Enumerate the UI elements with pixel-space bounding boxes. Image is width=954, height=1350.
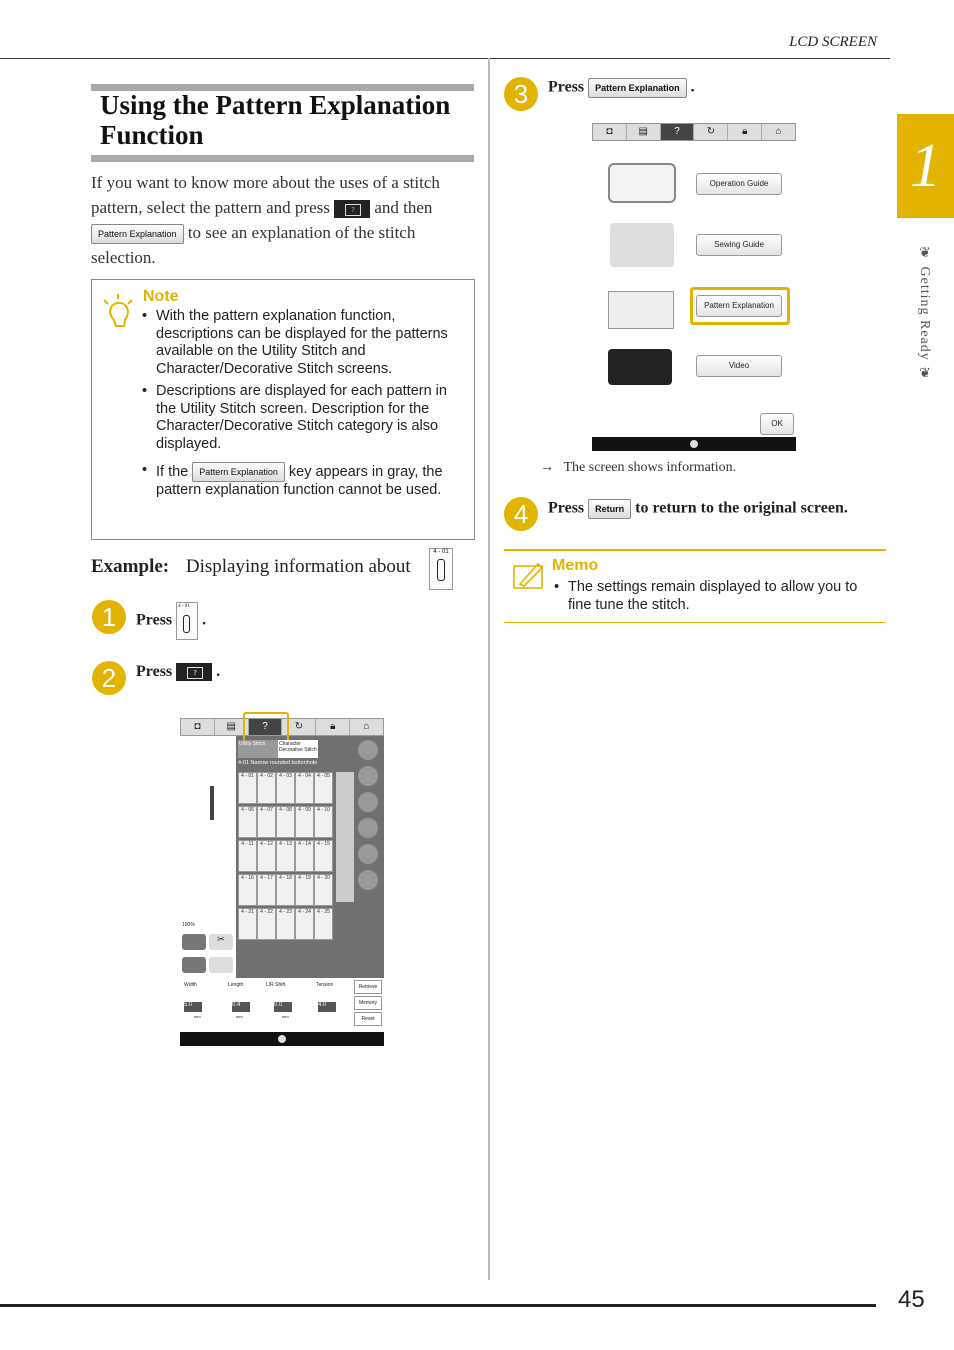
column-divider bbox=[488, 58, 490, 1280]
shirt-icon bbox=[610, 223, 674, 267]
pattern-grid bbox=[238, 772, 338, 944]
memo-bottom-rule bbox=[504, 622, 886, 623]
setting-value: 0.4 bbox=[232, 1002, 250, 1012]
buttonhole-icon bbox=[183, 615, 190, 633]
thread-button[interactable] bbox=[209, 957, 233, 973]
pattern-cell[interactable]: 4 - 23 bbox=[276, 908, 295, 940]
settings-icon[interactable]: ↻ bbox=[282, 719, 316, 735]
camera-icon[interactable]: ◘ bbox=[181, 719, 215, 735]
flourish-icon: ❦ bbox=[917, 360, 932, 383]
home-icon[interactable]: ⌂ bbox=[775, 126, 782, 137]
operation-guide-button[interactable]: Operation Guide bbox=[696, 173, 782, 195]
pattern-cell[interactable]: 4 - 10 bbox=[314, 806, 333, 838]
chapter-label: ❦ Getting Ready ❦ bbox=[917, 245, 932, 383]
top-icon-bar bbox=[592, 123, 796, 141]
help-menu-screen bbox=[592, 123, 796, 451]
help-key[interactable]: ? bbox=[334, 200, 370, 218]
pattern-cell[interactable]: 4 - 24 bbox=[295, 908, 314, 940]
pattern-cell[interactable]: 4 - 12 bbox=[257, 840, 276, 872]
help-icon[interactable]: ? bbox=[661, 124, 695, 140]
header-rule bbox=[0, 58, 890, 59]
section-header: LCD SCREEN bbox=[789, 34, 877, 50]
setting-label: Width bbox=[184, 982, 197, 988]
pattern-cell[interactable]: 4 - 06 bbox=[238, 806, 257, 838]
step-number: 2 bbox=[92, 661, 126, 695]
bottom-bar bbox=[592, 437, 796, 451]
page-title: Using the Pattern Explanation Function bbox=[100, 90, 451, 150]
step-number: 3 bbox=[504, 77, 538, 111]
example-line: Example: Displaying information about bbox=[91, 556, 411, 577]
needle-icon bbox=[210, 786, 214, 820]
pattern-cell[interactable]: 4 - 13 bbox=[276, 840, 295, 872]
lock-icon[interactable]: 🔒︎ bbox=[728, 124, 762, 140]
pattern-explanation-key[interactable]: Pattern Explanation bbox=[91, 224, 184, 244]
right-round-buttons bbox=[358, 740, 380, 930]
pattern-cell[interactable]: 4 - 17 bbox=[257, 874, 276, 906]
pencil-icon bbox=[512, 560, 546, 590]
tab-utility[interactable]: Utility Stitch bbox=[238, 740, 278, 758]
clock-icon bbox=[278, 1035, 286, 1043]
setting-value: 0.0 bbox=[274, 1002, 292, 1012]
pattern-cell[interactable]: 4 - 07 bbox=[257, 806, 276, 838]
setting-unit: mm bbox=[282, 1014, 289, 1019]
arrow-icon: → bbox=[540, 460, 554, 475]
note-bullet: • Descriptions are displayed for each pattern in the Utility Stitch screen. Description for the Character/Decorative Stitch category is also displayed. bbox=[142, 382, 447, 452]
setting-value: 5.0 bbox=[184, 1002, 202, 1012]
round-button[interactable] bbox=[358, 766, 378, 786]
step-number: 4 bbox=[504, 497, 538, 531]
page-number: 45 bbox=[898, 1286, 925, 1313]
sewing-machine-icon bbox=[608, 163, 676, 203]
memory-button[interactable]: Memory bbox=[354, 996, 382, 1010]
camera-icon[interactable]: ◘ bbox=[593, 124, 627, 140]
pattern-cell[interactable]: 4 - 19 bbox=[295, 874, 314, 906]
video-button[interactable]: Video bbox=[696, 355, 782, 377]
intro-paragraph: If you want to know more about the uses of a stitch pattern, select the pattern and press ? and then Pattern Explanation to see an explanation of the stitch selection. bbox=[91, 173, 440, 267]
round-button[interactable] bbox=[358, 740, 378, 760]
setting-unit: mm bbox=[194, 1014, 201, 1019]
pattern-cell[interactable]: 4 - 21 bbox=[238, 908, 257, 940]
help-icon[interactable]: ? bbox=[249, 719, 283, 735]
step-1-text: Press 4 - 01 . bbox=[136, 602, 206, 640]
ok-button[interactable]: OK bbox=[760, 413, 794, 435]
note-title: Note bbox=[143, 288, 179, 305]
pattern-cell[interactable]: 4 - 02 bbox=[257, 772, 276, 804]
round-button[interactable] bbox=[358, 792, 378, 812]
setting-unit: mm bbox=[236, 1014, 243, 1019]
document-icon[interactable]: ▤ bbox=[627, 124, 661, 140]
retrieve-button[interactable]: Retrieve bbox=[354, 980, 382, 994]
help-key[interactable]: ? bbox=[176, 663, 212, 681]
footer-rule bbox=[0, 1304, 876, 1307]
chapter-number: 1 bbox=[910, 132, 941, 200]
pattern-cell[interactable]: 4 - 14 bbox=[295, 840, 314, 872]
pattern-cell[interactable]: 4 - 25 bbox=[314, 908, 333, 940]
setting-label: Length bbox=[228, 982, 244, 988]
result-text: → The screen shows information. bbox=[540, 460, 737, 475]
setting-label: L/R Shift bbox=[266, 982, 286, 988]
pattern-cell[interactable]: 4 - 18 bbox=[276, 874, 295, 906]
pattern-cell[interactable]: 4 - 09 bbox=[295, 806, 314, 838]
pattern-cell[interactable]: 4 - 22 bbox=[257, 908, 276, 940]
pattern-cell[interactable]: 4 - 03 bbox=[276, 772, 295, 804]
pattern-explanation-key[interactable]: Pattern Explanation bbox=[192, 462, 285, 482]
setting-value: 4.0 bbox=[318, 1002, 336, 1012]
pattern-caption: 4-01 Narrow rounded buttonhole bbox=[238, 760, 318, 766]
setting-label: Tension bbox=[316, 982, 334, 988]
step-number: 1 bbox=[92, 600, 126, 634]
bottom-bar bbox=[180, 1032, 384, 1046]
pattern-cell[interactable]: 4 - 11 bbox=[238, 840, 257, 872]
home-icon[interactable]: ⌂ bbox=[363, 721, 370, 732]
flourish-icon: ❦ bbox=[917, 245, 932, 267]
zoom-label: 100% bbox=[182, 922, 195, 928]
chapter-tab bbox=[897, 114, 954, 218]
lightbulb-icon bbox=[102, 294, 138, 334]
category-column bbox=[336, 772, 354, 902]
reset-button[interactable]: Reset bbox=[354, 1012, 382, 1026]
document-icon[interactable]: ▤ bbox=[215, 719, 249, 735]
foot-button[interactable] bbox=[182, 934, 206, 950]
tab-character[interactable]: Character Decorative Stitch bbox=[278, 740, 318, 758]
buttonhole-icon bbox=[437, 559, 445, 581]
pattern-cell[interactable]: 4 - 08 bbox=[276, 806, 295, 838]
pattern-4-01-key[interactable]: 4 - 01 bbox=[176, 602, 198, 640]
pattern-4-01-key[interactable]: 4 - 01 bbox=[429, 548, 453, 590]
pattern-explanation-key[interactable]: Pattern Explanation bbox=[588, 78, 687, 98]
step-4-text: Press Return to return to the original screen. bbox=[548, 499, 848, 519]
sewing-guide-button[interactable]: Sewing Guide bbox=[696, 234, 782, 256]
memo-title: Memo bbox=[552, 557, 599, 574]
needle-position-button[interactable] bbox=[182, 957, 206, 973]
round-button[interactable] bbox=[358, 844, 378, 864]
note-bullets bbox=[142, 308, 468, 499]
lock-icon[interactable]: 🔒︎ bbox=[316, 719, 350, 735]
video-camera-icon bbox=[608, 349, 672, 385]
pattern-cell[interactable]: 4 - 20 bbox=[314, 874, 333, 906]
return-key[interactable]: Return bbox=[588, 499, 631, 519]
left-panel bbox=[180, 736, 236, 998]
note-bullet: • With the pattern explanation function, descriptions can be displayed for the patterns available on the Utility Stitch and Character/Decorative Stitch screens. bbox=[142, 308, 448, 378]
pattern-cell[interactable]: 4 - 04 bbox=[295, 772, 314, 804]
note-bullet: • If the Pattern Explanation key appears in gray, the pattern explanation function cannot be used. bbox=[142, 461, 443, 498]
memo-top-rule bbox=[504, 549, 886, 551]
pattern-cell[interactable]: 4 - 15 bbox=[314, 840, 333, 872]
round-button[interactable] bbox=[358, 870, 378, 890]
step-2-text: Press ? . bbox=[136, 663, 221, 680]
pattern-cell[interactable]: 4 - 05 bbox=[314, 772, 333, 804]
note-box bbox=[91, 279, 475, 540]
scissors-button[interactable]: ✂ bbox=[209, 934, 233, 950]
book-icon bbox=[608, 291, 674, 329]
clock-icon bbox=[690, 440, 698, 448]
settings-row bbox=[180, 978, 384, 1032]
machine-screen bbox=[180, 718, 384, 1046]
settings-icon[interactable]: ↻ bbox=[694, 124, 728, 140]
pattern-cell[interactable]: 4 - 16 bbox=[238, 874, 257, 906]
step-3-text: Press Pattern Explanation . bbox=[548, 78, 695, 98]
help-highlight bbox=[243, 712, 289, 742]
title-bottom-bar bbox=[91, 155, 474, 162]
pattern-cell[interactable]: 4 - 01 bbox=[238, 772, 257, 804]
pattern-explanation-button[interactable]: Pattern Explanation bbox=[696, 295, 782, 317]
memo-bullet: • The settings remain displayed to allow you to fine tune the stitch. bbox=[554, 579, 858, 613]
round-button[interactable] bbox=[358, 818, 378, 838]
